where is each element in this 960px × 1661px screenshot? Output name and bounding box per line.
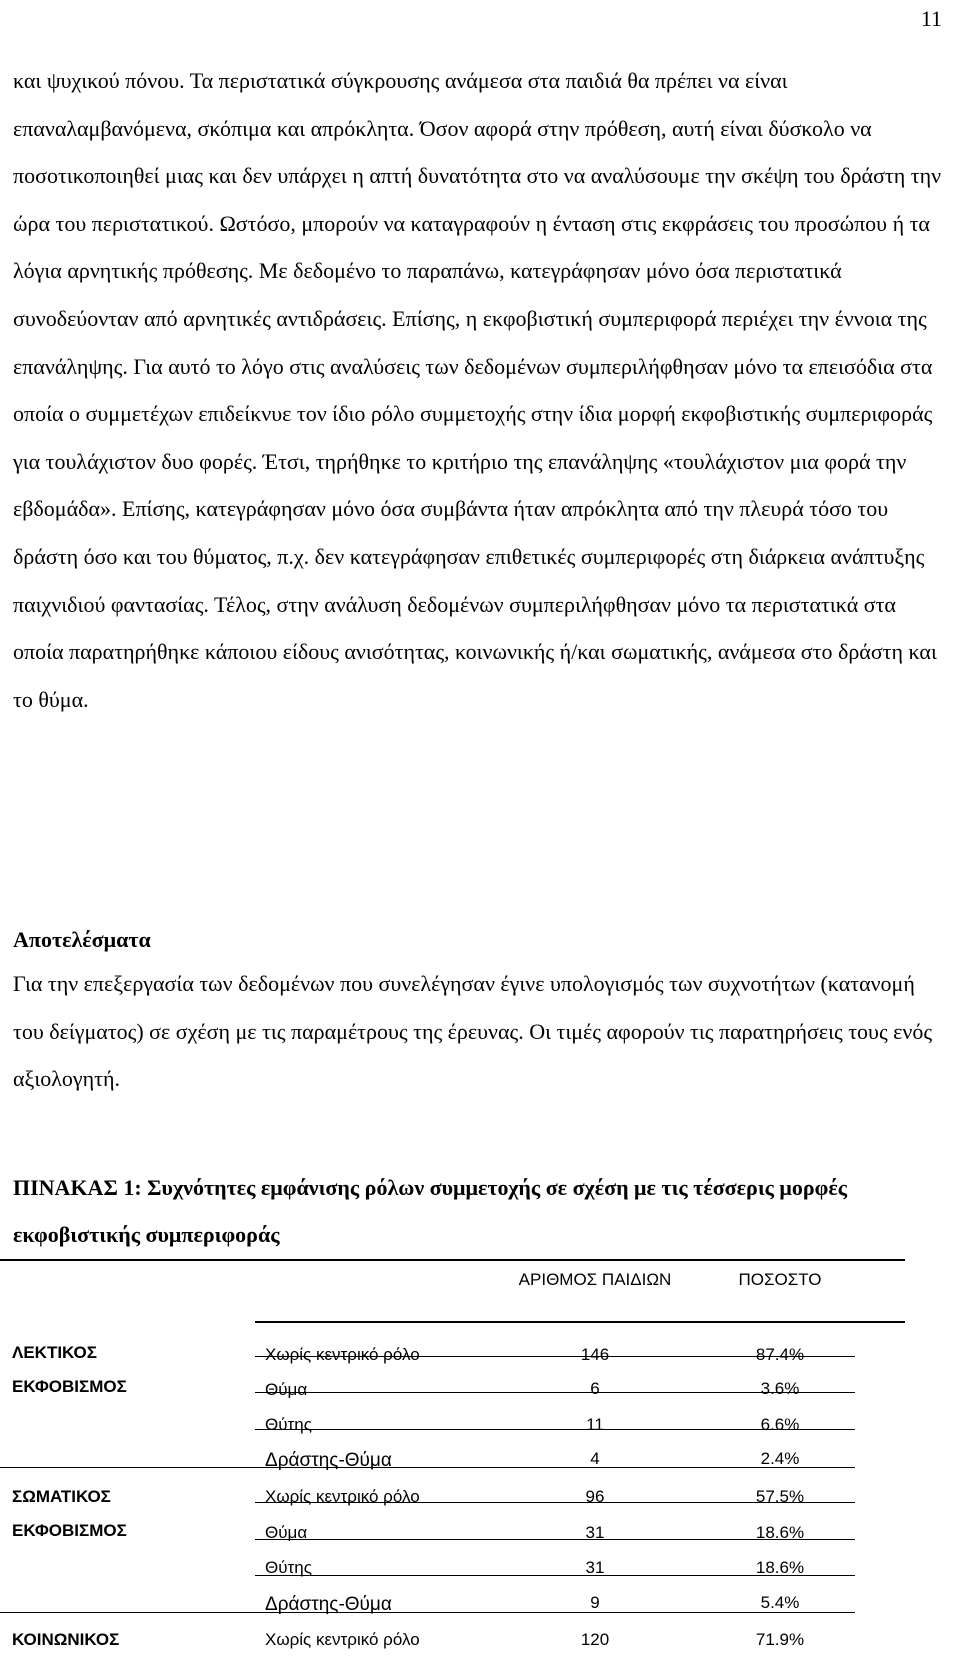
- table-cell-count: 31: [585, 1558, 605, 1577]
- table-cell-role: Δράστης-Θύμα: [265, 1450, 392, 1471]
- table-cell-count: 31: [585, 1523, 605, 1542]
- table-header-rule: [255, 1321, 905, 1323]
- table-cell-role: Θύμα: [265, 1523, 308, 1542]
- table-cell-percent: 3.6%: [760, 1379, 800, 1398]
- table-caption: ΠΙΝΑΚΑΣ 1: Συχνότητες εμφάνισης ρόλων συμμετοχής σε σχέση με τις τέσσερις μορφές εκφοβιστικής συμπεριφοράς: [13, 1175, 848, 1247]
- group-label: ΕΚΦΟΒΙΣΜΟΣ: [12, 1521, 127, 1540]
- table-cell-count: 120: [580, 1630, 610, 1649]
- header-percent: ΠΟΣΟΣΤΟ: [738, 1270, 822, 1289]
- table-cell-percent: 57.5%: [755, 1487, 805, 1506]
- table-cell-role: Χωρίς κεντρικό ρόλο: [265, 1345, 420, 1364]
- body-paragraph: και ψυχικού πόνου. Τα περιστατικά σύγκρουσης ανάμεσα στα παιδιά θα πρέπει να είναι επαναλαμβανόμενα, σκόπιμα και απρόκλητα. Όσον αφορά στην πρόθεση, αυτή είναι δύσκολο να ποσοτικοποιηθεί μιας και δεν υπάρχει η απτή δυνατότητα στο να αναλύσουμε την σκέψη του δράστη την ώρα του περιστατικού. Ωστόσο, μπορούν να καταγραφούν η ένταση στις εκφράσεις του προσώπου ή τα λόγια αρνητικής πρόθεσης. Με δεδομένο το παραπάνω, κατεγράφησαν μόνο όσα περιστατικά συνοδεύονταν από αρνητικές αντιδράσεις. Επίσης, η εκφοβιστική συμπεριφορά περιέχει την έννοια της επανάληψης. Για αυτό το λόγο στις αναλύσεις των δεδομένων συμπεριλήφθησαν μόνο τα επεισόδια στα οποία ο συμμετέχων επιδείκνυε τον ίδιο ρόλο συμμετοχής στην ίδια μορφή εκφοβιστικής συμπεριφοράς για τουλάχιστον δυο φορές. Έτσι, τηρήθηκε το κριτήριο της επανάληψης «τουλάχιστον μια φορά την εβδομάδα». Επίσης, κατεγράφησαν μόνο όσα συμβάντα ήταν απρόκλητα από την πλευρά τόσο του δράστη όσο και του θύματος, π.χ. δεν κατεγράφησαν επιθετικές συμπεριφορές στη διάρκεια ανάπτυξης παιχνιδιού φαντασίας. Τέλος, στην ανάλυση δεδομένων συμπεριλήφθησαν μόνο τα περιστατικά στα οποία παρατηρήθηκε κάποιου είδους ανισότητας, κοινωνικής ή/και σωματικής, ανάμεσα στο δράστη και το θύμα.: [13, 68, 942, 712]
- table-top-rule: [0, 1259, 905, 1261]
- table-group-rule: [0, 1467, 855, 1468]
- table-cell-role: Χωρίς κεντρικό ρόλο: [265, 1487, 420, 1506]
- table-cell-role: Θύτης: [265, 1415, 312, 1434]
- table-cell-role: Δράστης-Θύμα: [265, 1594, 392, 1615]
- table-cell-count: 6: [590, 1379, 600, 1398]
- table-cell-role: Θύτης: [265, 1558, 312, 1577]
- table-cell-percent: 87.4%: [755, 1345, 805, 1364]
- table-cell-count: 4: [590, 1449, 600, 1468]
- group-label: ΚΟΙΝΩΝΙΚΟΣ: [12, 1630, 120, 1649]
- header-count: ΑΡΙΘΜΟΣ ΠΑΙΔΙΩΝ: [518, 1270, 672, 1289]
- table-cell-count: 9: [590, 1593, 600, 1612]
- table-cell-count: 11: [586, 1415, 604, 1434]
- section-heading: Αποτελέσματα: [13, 927, 151, 952]
- table-cell-percent: 5.4%: [760, 1593, 800, 1612]
- table-cell-role: Θύμα: [265, 1380, 308, 1399]
- table-cell-percent: 18.6%: [755, 1558, 805, 1577]
- table-cell-percent: 18.6%: [755, 1523, 805, 1542]
- table-cell-role: Χωρίς κεντρικό ρόλο: [265, 1630, 420, 1649]
- table-cell-percent: 2.4%: [760, 1449, 800, 1468]
- body-paragraph-results: Για την επεξεργασία των δεδομένων που συνελέγησαν έγινε υπολογισμός των συχνοτήτων (κατανομή του δείγματος) σε σχέση με τις παραμέτρους της έρευνας. Οι τιμές αφορούν τις παρατηρήσεις τους ενός αξιολογητή.: [13, 971, 933, 1092]
- page-number: 11: [920, 6, 942, 31]
- table-cell-count: 146: [580, 1345, 610, 1364]
- group-label: ΣΩΜΑΤΙΚΟΣ: [12, 1487, 111, 1506]
- table-group-rule: [0, 1612, 855, 1613]
- table-cell-count: 96: [585, 1487, 605, 1506]
- group-label: ΕΚΦΟΒΙΣΜΟΣ: [12, 1377, 127, 1396]
- table-cell-percent: 6.6%: [760, 1415, 800, 1434]
- table-cell-percent: 71.9%: [755, 1630, 805, 1649]
- group-label: ΛΕΚΤΙΚΟΣ: [12, 1343, 97, 1362]
